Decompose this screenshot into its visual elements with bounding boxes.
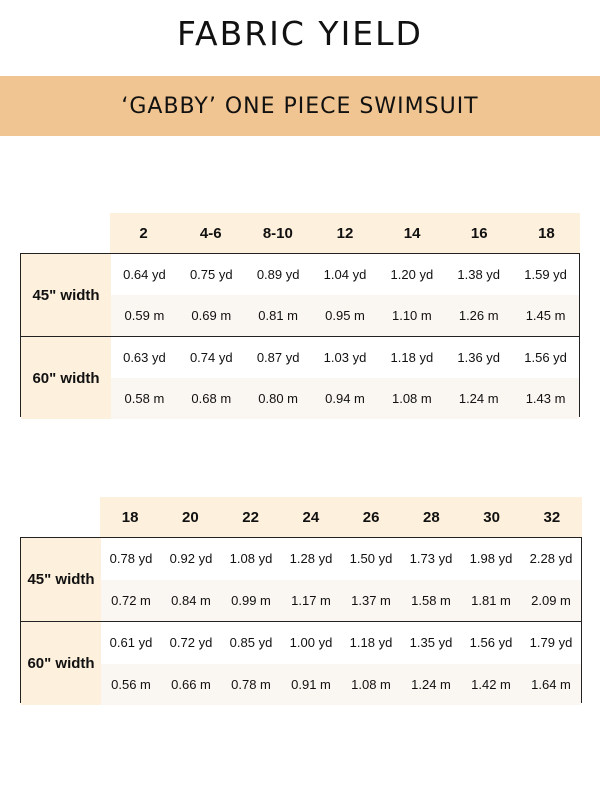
meters-row (101, 580, 581, 622)
size-header-cell: 12 (336, 224, 354, 242)
size-header-cell: 20 (182, 508, 199, 526)
yield-cell: 1.20 yd (390, 267, 434, 282)
yards-row (111, 254, 579, 295)
yield-cell: 0.94 m (325, 391, 365, 406)
yield-cell: 1.04 yd (323, 267, 367, 282)
yield-cell: 1.28 yd (289, 551, 333, 567)
yards-row (111, 337, 579, 378)
size-header-row (110, 213, 580, 253)
yield-cell: 0.56 m (111, 676, 151, 692)
yield-cell: 1.08 yd (229, 551, 273, 567)
yield-cell: 1.58 m (411, 592, 451, 608)
yield-table-body (20, 537, 582, 703)
size-header-cell: 26 (362, 508, 380, 526)
size-header-cell: 30 (483, 508, 500, 526)
width-group (21, 336, 579, 419)
yards-row (101, 538, 581, 580)
yield-cell: 1.37 m (351, 592, 391, 608)
yield-cell: 0.81 m (258, 308, 299, 323)
yield-cell: 1.59 yd (524, 267, 567, 282)
yield-cell: 1.36 yd (457, 350, 501, 365)
meters-row (101, 664, 581, 706)
yield-cell: 0.87 yd (256, 350, 300, 365)
yield-table-body (20, 253, 580, 417)
yield-cell: 0.78 m (231, 676, 271, 692)
yield-cell: 1.18 yd (390, 350, 434, 365)
yield-cell: 0.63 yd (123, 350, 166, 365)
fabric-width-label: 60" width (21, 337, 111, 419)
yield-cell: 0.74 yd (189, 350, 233, 365)
yield-cell: 1.50 yd (349, 551, 393, 567)
yield-cell: 0.72 yd (169, 635, 213, 651)
yield-cell: 1.56 yd (469, 635, 513, 651)
yield-cell: 0.58 m (124, 391, 165, 406)
yield-cell: 1.00 yd (289, 635, 333, 651)
yield-cell: 1.42 m (471, 676, 511, 692)
page-title: FABRIC YIELD (177, 14, 423, 53)
yield-cell: 1.24 m (411, 676, 451, 692)
yield-cell: 1.08 m (391, 391, 432, 406)
yield-cell: 0.64 yd (123, 267, 166, 282)
size-header-cell: 14 (403, 224, 421, 242)
size-header-cell: 4-6 (199, 224, 222, 242)
size-header-cell: 2 (139, 224, 148, 242)
yield-cell: 0.80 m (258, 391, 299, 406)
yield-cell: 2.09 m (531, 592, 571, 608)
yield-cell: 1.81 m (471, 592, 511, 608)
yield-cell: 1.18 yd (349, 635, 393, 651)
width-group (21, 254, 579, 336)
width-group (21, 538, 581, 621)
yield-cell: 1.79 yd (529, 635, 573, 651)
size-header-cell: 28 (423, 508, 440, 526)
yield-cell: 0.75 yd (189, 267, 233, 282)
pattern-name-banner (0, 76, 600, 136)
size-header-cell: 16 (470, 224, 488, 242)
yield-cell: 0.95 m (325, 308, 365, 323)
yield-cell: 1.26 m (458, 308, 499, 323)
yield-cell: 0.78 yd (109, 551, 153, 567)
yield-cell: 0.92 yd (169, 551, 213, 567)
width-group (21, 621, 581, 705)
yield-cell: 0.59 m (124, 308, 165, 323)
yield-cell: 1.56 yd (524, 350, 567, 365)
yield-cell: 1.24 m (458, 391, 499, 406)
yield-cell: 0.84 m (171, 592, 211, 608)
meters-row (111, 295, 579, 336)
fabric-width-label: 45" width (21, 538, 101, 621)
yield-cell: 0.61 yd (109, 635, 153, 651)
size-header-row (100, 497, 582, 537)
size-header-cell: 24 (302, 508, 320, 526)
yield-cell: 1.08 m (351, 676, 391, 692)
yield-cell: 0.99 m (231, 592, 271, 608)
yield-cell: 0.85 yd (229, 635, 273, 651)
size-header-cell: 22 (242, 508, 259, 526)
size-header-cell: 18 (121, 508, 139, 526)
yield-cell: 1.03 yd (323, 350, 367, 365)
yield-cell: 1.35 yd (409, 635, 453, 651)
yield-cell: 0.72 m (111, 592, 151, 608)
pattern-name: ‘GABBY’ ONE PIECE SWIMSUIT (121, 93, 479, 119)
meters-row (111, 378, 579, 419)
yield-cell: 0.91 m (291, 676, 331, 692)
yield-cell: 1.38 yd (457, 267, 501, 282)
yield-cell: 1.98 yd (469, 551, 513, 567)
yield-cell: 1.10 m (391, 308, 432, 323)
yield-cell: 1.64 m (531, 676, 571, 692)
yield-cell: 0.69 m (191, 308, 232, 323)
yield-cell: 1.73 yd (409, 551, 453, 567)
yield-cell: 1.43 m (525, 391, 566, 406)
yards-row (101, 622, 581, 664)
yield-cell: 0.66 m (171, 676, 211, 692)
yield-cell: 2.28 yd (529, 551, 573, 567)
yield-cell: 1.17 m (291, 592, 331, 608)
yield-cell: 0.89 yd (256, 267, 300, 282)
size-header-cell: 8-10 (262, 224, 293, 242)
fabric-width-label: 45" width (21, 254, 111, 336)
size-header-cell: 32 (543, 508, 561, 526)
fabric-width-label: 60" width (21, 622, 101, 705)
yield-cell: 1.45 m (525, 308, 566, 323)
size-header-cell: 18 (538, 224, 555, 242)
yield-cell: 0.68 m (191, 391, 232, 406)
